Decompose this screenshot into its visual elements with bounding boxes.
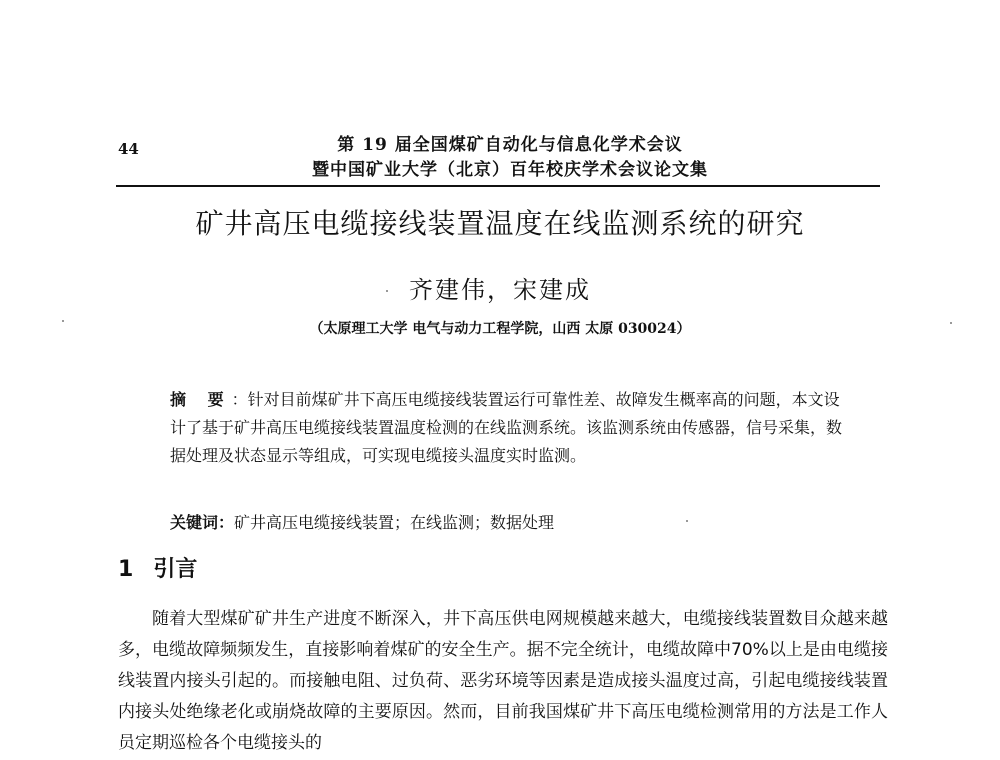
- running-header-line2: 暨中国矿业大学（北京）百年校庆学术会议论文集: [312, 160, 708, 180]
- section-title: 引言: [153, 557, 198, 582]
- section-number: 1: [118, 557, 134, 582]
- paper-title: 矿井高压电缆接线装置温度在线监测系统的研究: [195, 207, 805, 240]
- section-heading: [118, 552, 197, 583]
- keywords-text: 矿井高压电缆接线装置；在线监测；数据处理: [234, 513, 555, 532]
- keywords: [170, 510, 850, 533]
- running-header-line1: 第 19 届全国煤矿自动化与信息化学术会议: [337, 135, 683, 155]
- scan-speck: [62, 320, 64, 322]
- abstract-text: ：针对目前煤矿井下高压电缆接线装置运行可靠性差、故障发生概率高的问题，本文设计了基于矿井高压电缆接线装置温度检测的在线监测系统。该监测系统由传感器，信号采集，数据处理及状态显示等组成，可实现电缆接头温度实时监测。: [170, 390, 843, 465]
- paper-affiliation: （太原理工大学 电气与动力工程学院，山西 太原 030024）: [309, 321, 691, 337]
- scan-speck: [686, 520, 688, 522]
- running-header: [230, 133, 790, 183]
- body-paragraph: 随着大型煤矿矿井生产进度不断深入，井下高压供电网规模越来越大，电缆接线装置数目众越来越多，电缆故障频频发生，直接影响着煤矿的安全生产。据不完全统计，电缆故障中70%以上是由电缆接线装置内接头引起的。而接触电阻、过负荷、恶劣环境等因素是造成接头温度过高，引起电缆接线装置内接头处绝缘老化或崩烧故障的主要原因。然而，目前我国煤矿井下高压电缆检测常用的方法是工作人员定期巡检各个电缆接头的: [118, 609, 888, 753]
- abstract-label: 摘 要: [170, 390, 232, 409]
- scan-speck: [386, 290, 388, 292]
- scan-speck: [950, 322, 952, 324]
- paper-authors: 齐建伟，宋建成: [409, 276, 591, 304]
- abstract: [170, 386, 850, 470]
- keywords-label: 关键词：: [170, 513, 235, 532]
- header-rule: [116, 185, 880, 187]
- page-number: 44: [118, 140, 139, 158]
